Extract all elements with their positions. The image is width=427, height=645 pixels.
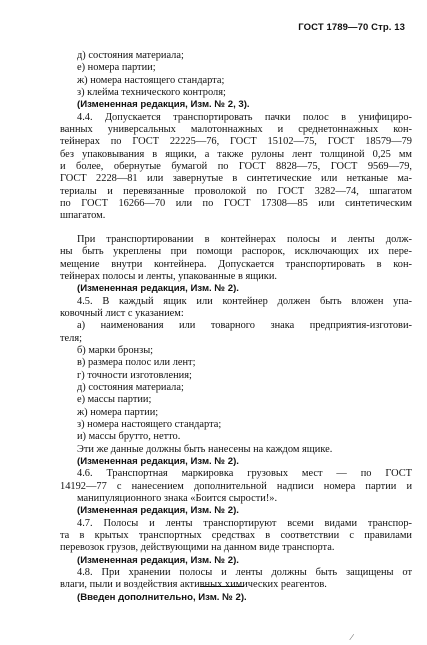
text-line: мещение внутри контейнера. Допускается транспортировать в кон- [60,258,412,270]
text-line: б) марки бронзы; [77,344,154,356]
text-line: ГОСТ 2228—81 или завернутые в синтетические или нетканые ма- [60,173,412,185]
text-line: та в крытых транспортных средствах в соответствии с правилами [60,530,412,542]
text-line: е) номера партии; [77,62,156,74]
text-line: теля; [60,332,83,344]
text-line: 4.7. Полосы и ленты транспортируют всеми видами транспор- [77,517,412,529]
text-line: без упаковывания в ящики, а также рулоны лент толщиной 0,25 мм [60,148,412,160]
text-line: 4.6. Транспортная маркировка грузовых мест — по ГОСТ [77,468,412,480]
text-line: по ГОСТ 16266—70 или по ГОСТ 17308—85 или синтетическим [60,198,412,210]
paragraph-gap [60,223,412,234]
text-line: 14192—77 с нанесением дополнительной надписи номера партии и [60,480,412,492]
text-line: (Введен дополнительно, Изм. № 2). [77,591,247,603]
text-line: е) массы партии; [77,394,152,406]
text-line: в) размера полос или лент; [77,357,196,369]
text-line: (Измененная редакция, Изм. № 2). [77,554,239,566]
text-line: 4.4. Допускается транспортировать пачки полос в унифициро- [77,111,412,123]
text-line: (Измененная редакция, Изм. № 2). [77,283,239,295]
text-line: перевозок грузов, действующими на данном виде транспорта. [60,542,335,554]
text-line: и более, обернутые бумагой по ГОСТ 8828—75, ГОСТ 9569—79, [60,161,412,173]
stray-mark: ∕ [351,632,353,642]
text-line: и) массы брутто, нетто. [77,431,181,443]
text-line: влаги, пыли и воздействия активных химических реагентов. [60,579,327,591]
text-line: ж) номера партии; [77,406,159,418]
text-line: ванных универсальных малотоннажных и среднетоннажных кон- [60,124,412,136]
text-line: 4.5. В каждый ящик или контейнер должен быть вложен упа- [77,295,412,307]
text-line: (Измененная редакция, Изм. № 2, 3). [77,99,250,111]
text-line: тейнерах по ГОСТ 22225—76, ГОСТ 15102—75, ГОСТ 18579—79 [60,136,412,148]
text-line: з) клейма технического контроля; [77,87,226,99]
text-line: Эти же данные должны быть нанесены на каждом ящике. [77,443,333,455]
text-line: 4.8. При хранении полосы и ленты должны быть защищены от [77,567,412,579]
text-line: д) состояния материала; [77,381,184,393]
text-line: ж) номера настоящего стандарта; [77,74,225,86]
text-line: териалы и перевязанные проволокой по ГОСТ 3282—74, шпагатом [60,185,412,197]
text-line: При транспортировании в контейнерах полосы и ленты долж- [77,233,412,245]
text-line: з) номера настоящего стандарта; [77,418,222,430]
text-line: д) состояния материала; [77,50,184,61]
text-line: г) точности изготовления; [77,369,192,381]
text-line: тейнерах полосы и ленты, упакованные в ящики. [60,270,277,282]
document-body [60,50,412,604]
text-line: ны быть укреплены при помощи распорок, исключающих их пере- [60,246,412,258]
page-header: ГОСТ 1789—70 Стр. 13 [298,22,405,33]
end-divider [200,586,244,587]
text-line: (Измененная редакция, Изм. № 2). [77,505,239,517]
text-line: манипуляционного знака «Боится сырости!». [77,493,278,505]
text-line: а) наименования или товарного знака предприятия-изготови- [77,320,412,332]
text-line: (Измененная редакция, Изм. № 2). [77,456,239,467]
text-line: шпагатом. [60,210,106,222]
text-line: ковочный лист с указанием: [60,307,184,319]
